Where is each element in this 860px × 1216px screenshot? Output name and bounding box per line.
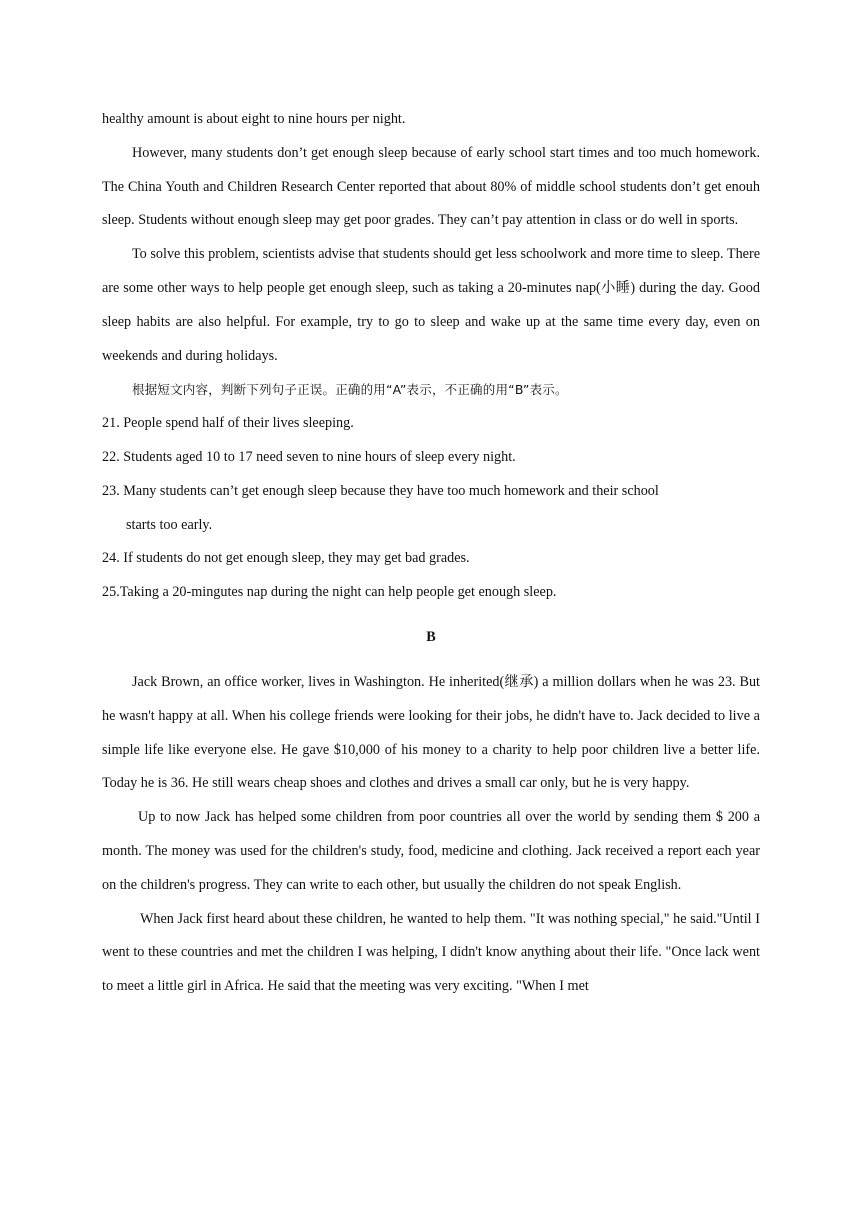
question-23: 23. Many students can’t get enough sleep because they have too much homework and their school (102, 482, 659, 499)
question-22: 22. Students aged 10 to 17 need seven to nine hours of sleep every night. (102, 448, 516, 465)
question-21: 21. People spend half of their lives sleeping. (102, 415, 354, 432)
question-25: 25.Taking a 20-mingutes nap during the night can help people get enough sleep. (102, 584, 557, 601)
passage-a-paragraph-2: To solve this problem, scientists advise that students should get less schoolwork and more time to sleep. There are some other ways to help people get enough sleep, such as taking a 20-minutes nap(小睡) during the day. Good sleep habits are also helpful. For example, try to go to sleep and wake up at the same time every day, even on weekends and during holidays. (102, 246, 760, 364)
passage-b-paragraph-3: When Jack first heard about these children, he wanted to help them. "It was nothing special," he said."Until I went to these countries and met the children I was helping, I didn't know anything about their life. "Once lack went to meet a little girl in Africa. He said that the meeting was very exciting. "When I met (102, 910, 760, 995)
section-spacer (102, 655, 760, 666)
passage-a-paragraph-0: healthy amount is about eight to nine hours per night. (102, 111, 406, 127)
passage-b-heading: B (426, 628, 436, 645)
question-24: 24. If students do not get enough sleep, they may get bad grades. (102, 550, 470, 567)
document-body (102, 103, 760, 1004)
task-instruction: 根据短文内容，判断下列句子正误。正确的用“A”表示，不正确的用“B”表示。 (132, 382, 568, 398)
section-spacer (102, 610, 760, 621)
passage-b-paragraph-1: Jack Brown, an office worker, lives in Washington. He inherited(继承) a million dollars when he was 23. But he wasn't happy at all. When his college friends were looking for their jobs, he didn't have to. Jack decided to live a simple life like everyone else. He gave $10,000 of his money to a charity to help poor children live a better life. Today he is 36. He still wears cheap shoes and clothes and drives a small car only, but he is very happy. (102, 673, 760, 792)
passage-b-paragraph-2: Up to now Jack has helped some children from poor countries all over the world by sending them $ 200 a month. The money was used for the children's study, food, medicine and clothing. Jack received a report each year on the children's progress. They can write to each other, but usually the children do not speak English. (102, 809, 760, 893)
passage-a-paragraph-1: However, many students don’t get enough sleep because of early school start times and too much homework. The China Youth and Children Research Center reported that about 80% of middle school students don’t get enouh sleep. Students without enough sleep may get poor grades. They can’t pay attention in class or do well in sports. (102, 144, 760, 229)
question-23-continuation: starts too early. (126, 516, 213, 533)
